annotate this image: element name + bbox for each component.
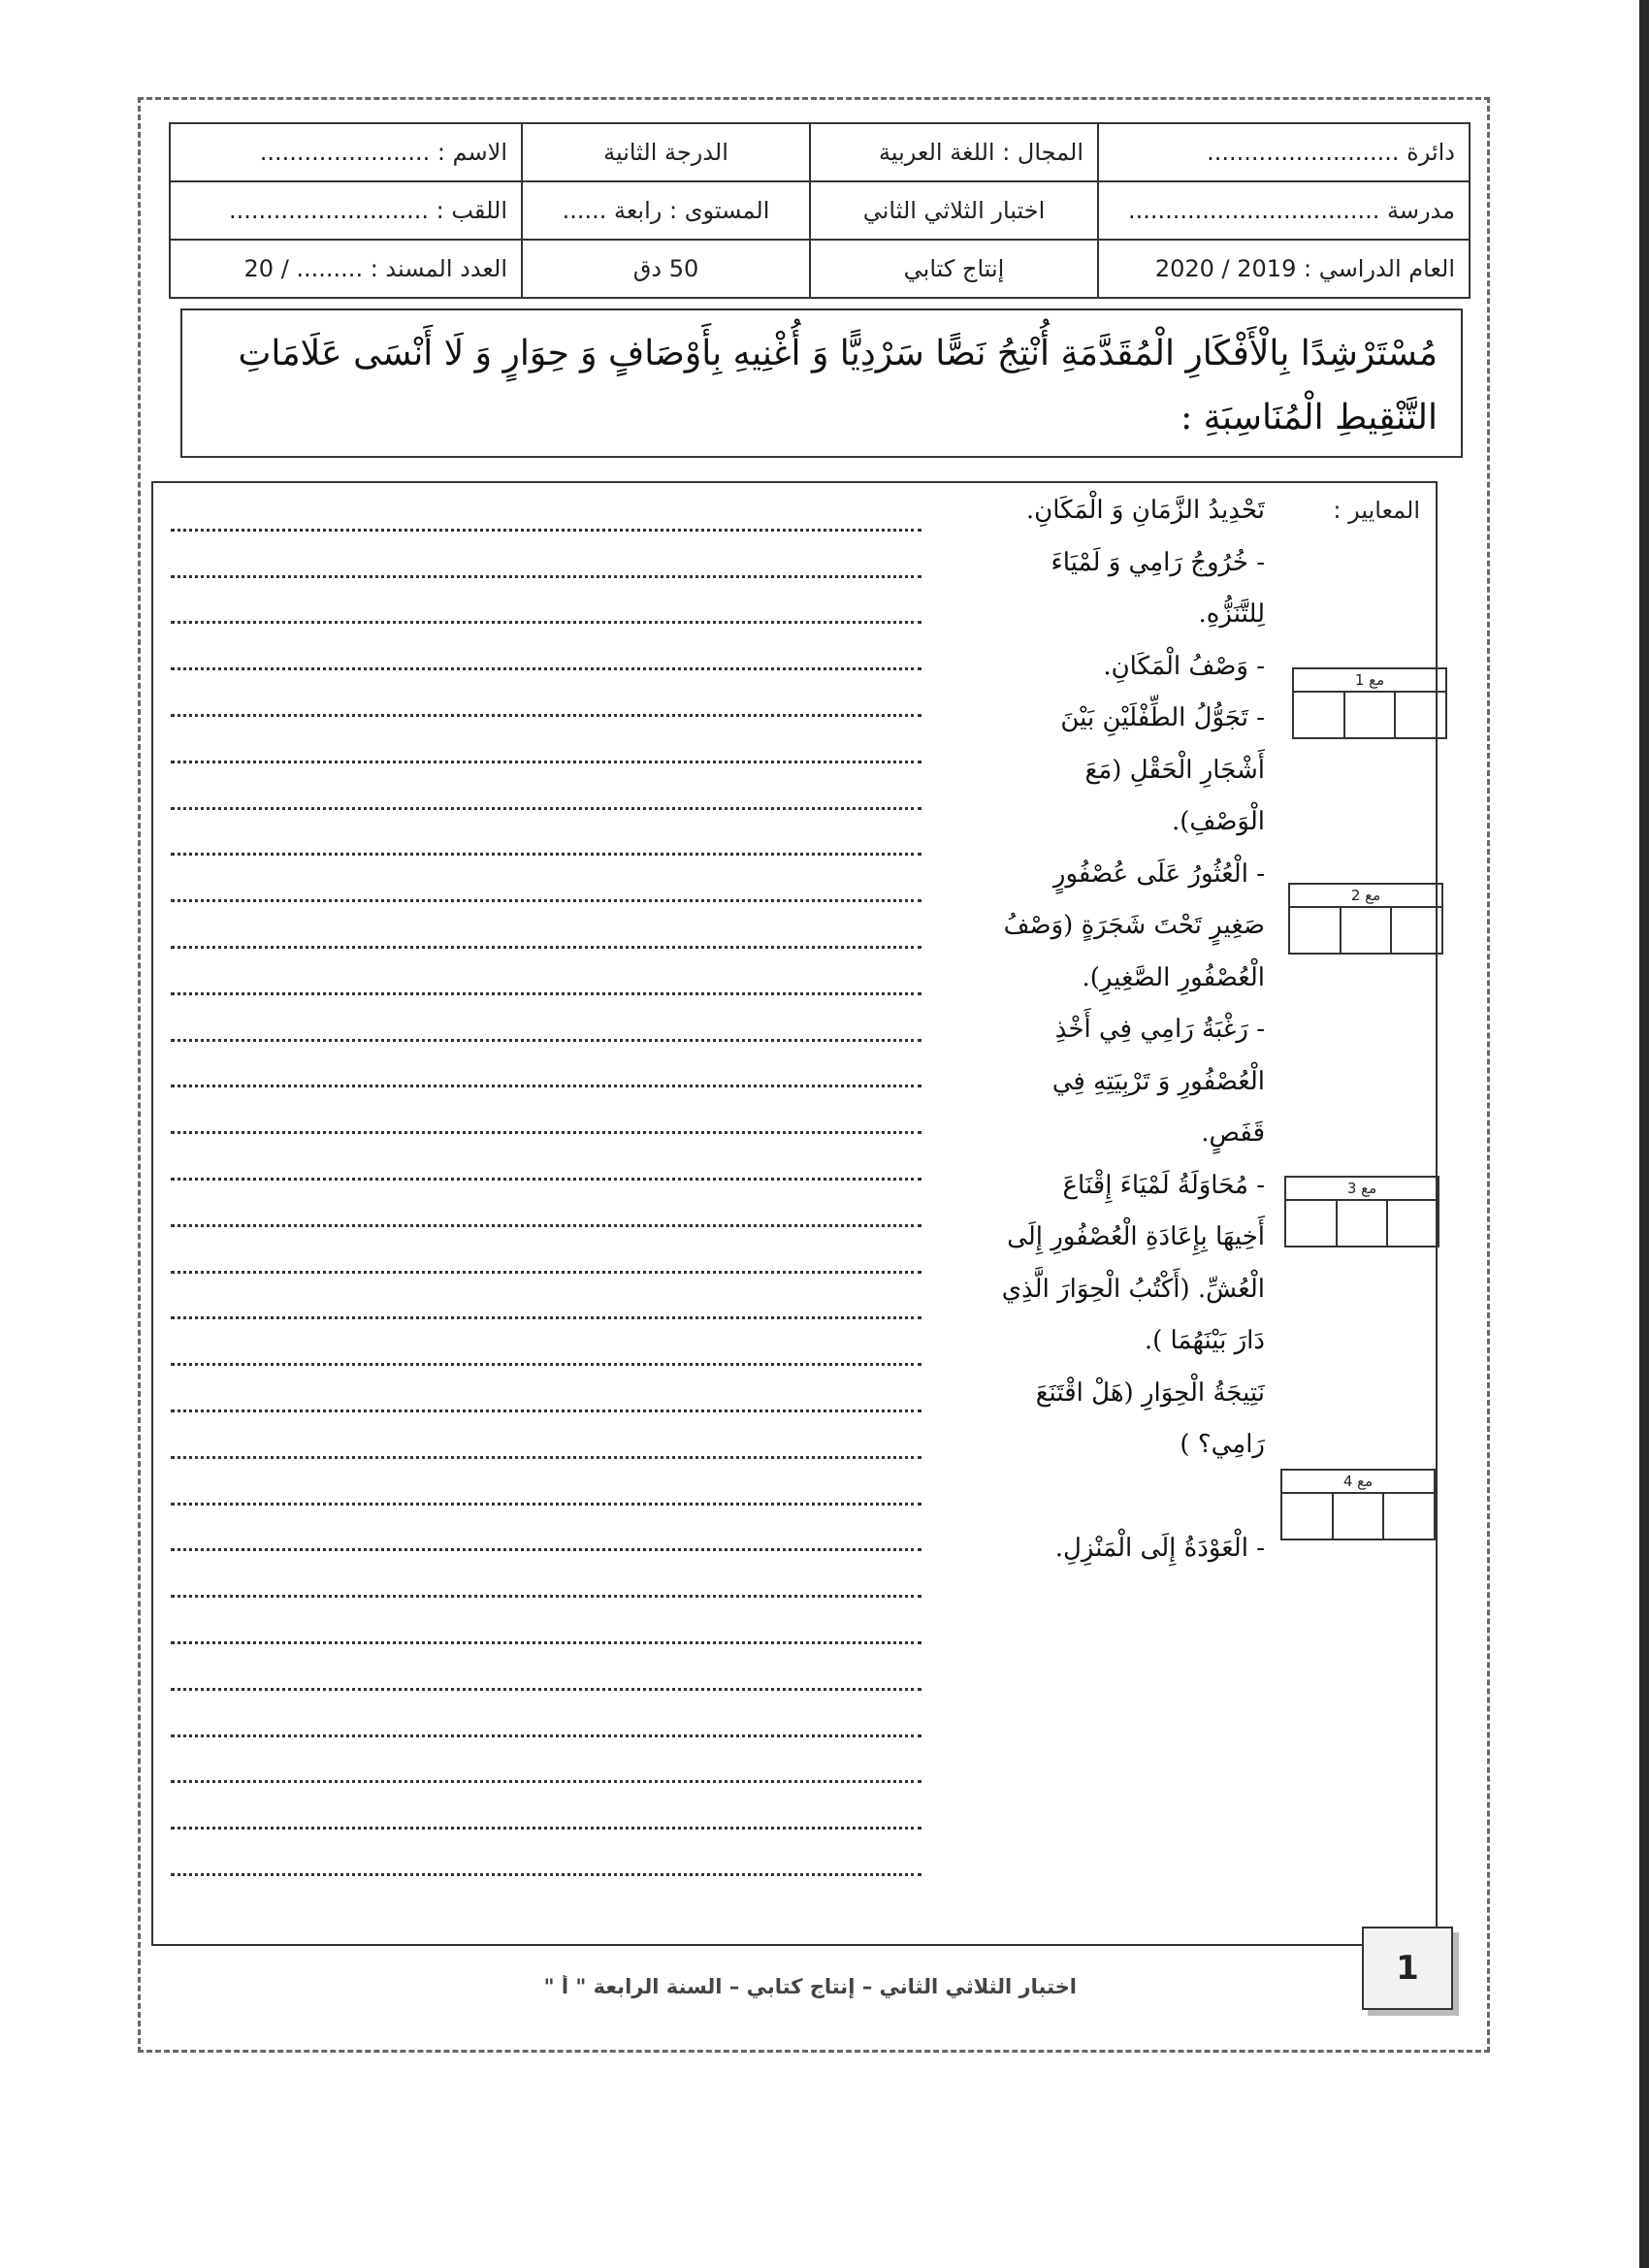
writing-line[interactable] (171, 1511, 922, 1558)
writing-line[interactable] (171, 1743, 922, 1790)
criteria-line (941, 1472, 1265, 1524)
writing-line[interactable] (171, 1186, 922, 1233)
score-cell[interactable] (1332, 1494, 1383, 1540)
criterion-3-score-grid (1284, 1176, 1439, 1247)
score-cell[interactable] (1282, 1494, 1332, 1540)
writing-line[interactable] (171, 1697, 922, 1743)
score-field[interactable]: العدد المسند : ......... / 20 (170, 240, 522, 298)
writing-line[interactable] (171, 1418, 922, 1465)
criterion-1-score-grid (1292, 667, 1447, 739)
criteria-list (941, 485, 1265, 1575)
scan-edge (1639, 0, 1649, 2268)
grid-label: مع 1 (1294, 669, 1445, 693)
score-cell[interactable] (1286, 1201, 1336, 1247)
writing-line[interactable] (171, 1465, 922, 1511)
writing-line[interactable] (171, 1372, 922, 1418)
writing-line[interactable] (171, 816, 922, 862)
writing-line[interactable] (171, 1789, 922, 1835)
criteria-line: - رَغْبَةُ رَامِي فِي أَخْذِ (1054, 1015, 1265, 1044)
criterion-4-score-grid (1280, 1469, 1436, 1540)
writing-line[interactable] (171, 861, 922, 908)
criteria-line: الْعُصْفُورِ وَ تَرْبِيَتِهِ فِي (1051, 1066, 1265, 1096)
domain-cell: المجال : اللغة العربية (810, 123, 1098, 181)
score-cell[interactable] (1394, 693, 1445, 739)
criteria-line: أَخِيهَا بِإِعَادَةِ الْعُصْفُورِ إِلَى (1007, 1222, 1265, 1251)
writing-line[interactable] (171, 955, 922, 1001)
writing-line[interactable] (171, 1650, 922, 1697)
grade-cell: الدرجة الثانية (522, 123, 810, 181)
score-cell[interactable] (1336, 1201, 1387, 1247)
writing-line[interactable] (171, 1140, 922, 1186)
writing-line[interactable] (171, 1233, 922, 1280)
writing-line[interactable] (171, 630, 922, 676)
criteria-line: رَامِي؟ ) (1180, 1430, 1265, 1459)
level-cell: المستوى : رابعة ...... (522, 181, 810, 240)
criteria-line: - تَجَوُّلُ الطِّفْلَيْنِ بَيْنَ (1060, 703, 1265, 732)
score-cell[interactable] (1290, 908, 1340, 955)
criteria-line: صَغِيرٍ تَحْتَ شَجَرَةٍ (وَصْفُ (1003, 911, 1265, 940)
grid-label: مع 4 (1282, 1471, 1434, 1494)
criteria-line: الْوَصْفِ). (1172, 807, 1265, 836)
district-field[interactable]: دائرة .......................... (1098, 123, 1470, 181)
criteria-line: - مُحَاوَلَةُ لَمْيَاءَ إِقْنَاعَ (1062, 1170, 1265, 1200)
activity-cell: إنتاج كتابي (810, 240, 1098, 298)
writing-line[interactable] (171, 491, 922, 537)
writing-line[interactable] (171, 584, 922, 631)
exam-cell: اختبار الثلاثي الثاني (810, 181, 1098, 240)
writing-line[interactable] (171, 908, 922, 955)
writing-line[interactable] (171, 769, 922, 816)
criteria-line: - وَصْفُ الْمَكَانِ. (1103, 651, 1265, 681)
criteria-line: دَارَ بَيْنَهُمَا ). (1144, 1326, 1265, 1355)
criteria-line: لِلتَّنَزُّهِ. (1198, 599, 1265, 629)
writing-line[interactable] (171, 1048, 922, 1094)
duration-cell: 50 دق (522, 240, 810, 298)
writing-line[interactable] (171, 1280, 922, 1326)
score-cell[interactable] (1386, 1201, 1438, 1247)
grid-label: مع 2 (1290, 885, 1441, 908)
writing-line[interactable] (171, 1093, 922, 1140)
score-cell[interactable] (1390, 908, 1441, 955)
score-cell[interactable] (1343, 693, 1395, 739)
score-cell[interactable] (1294, 693, 1343, 739)
criterion-2-score-grid (1288, 883, 1443, 955)
instructions-text: مُسْتَرْشِدًا بِالْأَفْكَارِ الْمُقَدَّمَةِ أُنْتِجُ نَصًّا سَرْدِيًّا وَ أُغْنِيهِ بِأَوْصَافٍ وَ حِوَارٍ وَ لَا أَنْسَى عَلَامَاتِ التَّنْقِيطِ الْمُنَاسِبَةِ : (238, 334, 1438, 437)
writing-line[interactable] (171, 1557, 922, 1604)
school-year-cell: العام الدراسي : 2019 / 2020 (1098, 240, 1470, 298)
criteria-line: الْعُصْفُورِ الصَّغِيرِ). (1082, 962, 1265, 992)
footer-text: اختبار الثلاثي الثاني – إنتاج كتابي – السنة الرابعة " أ " (543, 1975, 1077, 1998)
criteria-line: - الْعَوْدَةُ إِلَى الْمَنْزِلِ. (1054, 1534, 1265, 1563)
score-cell[interactable] (1382, 1494, 1434, 1540)
grid-label: مع 3 (1286, 1178, 1438, 1201)
school-field[interactable]: مدرسة .................................. (1098, 181, 1470, 240)
header-table (169, 122, 1471, 299)
criteria-line: تَحْدِيدُ الزَّمَانِ وَ الْمَكَانِ. (1025, 496, 1265, 525)
score-cell[interactable] (1340, 908, 1391, 955)
criteria-line: - الْعُثُورُ عَلَى عُصْفُورٍ (1052, 859, 1265, 889)
writing-line[interactable] (171, 1001, 922, 1048)
name-field[interactable]: الاسم : ....................... (170, 123, 522, 181)
writing-line[interactable] (171, 676, 922, 723)
writing-line[interactable] (171, 1835, 922, 1882)
criteria-line: نَتِيجَةُ الْحِوَارِ (هَلْ اقْتَنَعَ (1035, 1377, 1265, 1408)
writing-lines (171, 491, 922, 1882)
writing-line[interactable] (171, 723, 922, 769)
surname-field[interactable]: اللقب : ........................... (170, 181, 522, 240)
instructions-box (180, 308, 1463, 458)
criteria-line: - خُرُوجُ رَامِي وَ لَمْيَاءَ (1051, 547, 1265, 577)
criteria-line: الْعُشِّ. (أَكْتُبُ الْحِوَارَ الَّذِي (1001, 1274, 1265, 1304)
page-number: 1 (1362, 1927, 1453, 2010)
criteria-label: المعايير : (1333, 497, 1420, 524)
criteria-line: أَشْجَارِ الْحَقْلِ (مَعَ (1084, 755, 1265, 785)
writing-line[interactable] (171, 1604, 922, 1650)
writing-line[interactable] (171, 1325, 922, 1372)
writing-line[interactable] (171, 537, 922, 584)
criteria-line: قَفَصٍ. (1201, 1118, 1265, 1148)
